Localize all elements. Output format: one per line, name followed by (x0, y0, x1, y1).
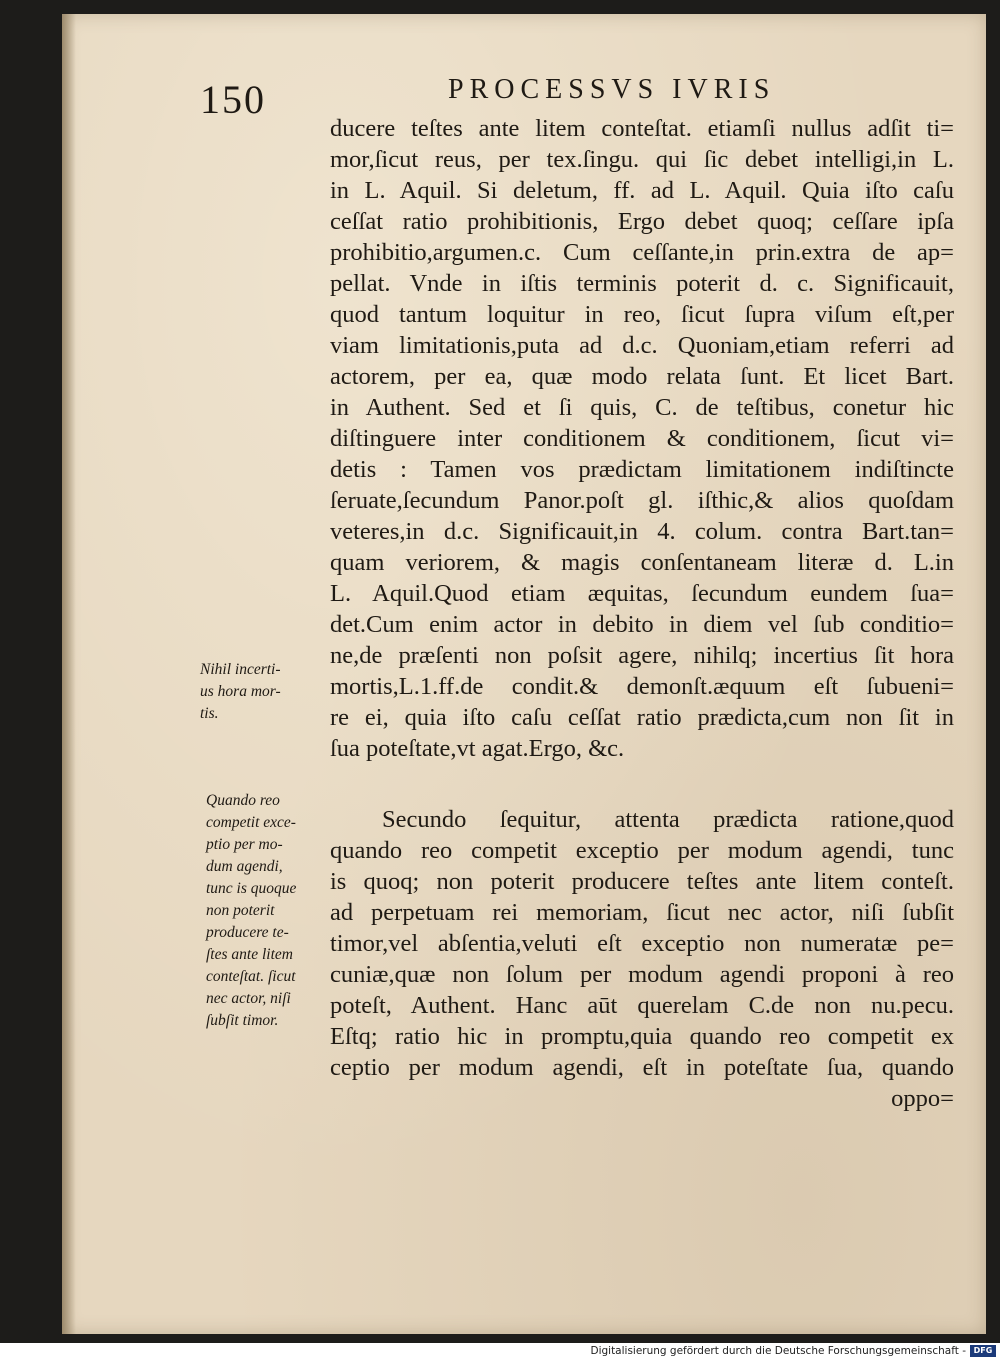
dfg-logo-icon: DFG (970, 1345, 996, 1357)
text-line: prohibitio,argumen.c. Cum ceſſante,in prin.extra de ap= (330, 239, 954, 266)
text-line: ducere teſtes ante litem conteſtat. etiamſi nullus adſit ti= (330, 115, 954, 142)
text-line: re ei, quia iſto caſu ceſſat ratio prædicta,cum non ſit in (330, 704, 954, 731)
margin-note-line: competit exce- (206, 814, 296, 831)
catchword: oppo= (891, 1085, 954, 1112)
margin-note-line: nec actor, niſi (206, 990, 291, 1007)
text-line: L. Aquil.Quod etiam æquitas, ſecundum eundem ſua= (330, 580, 954, 607)
text-line: ceſſat ratio prohibitionis, Ergo debet quoq; ceſſare ipſa (330, 208, 954, 235)
running-head: PROCESSVS IVRIS (448, 74, 776, 105)
text-line: is quoq; non poterit producere teſtes ante litem conteſt. (330, 868, 954, 895)
margin-note-line: dum agendi, (206, 858, 283, 875)
margin-note-line: tunc is quoque (206, 880, 297, 897)
text-line: diſtinguere inter conditionem & conditionem, ſicut vi= (330, 425, 954, 452)
text-line: ſeruate,ſecundum Panor.poſt gl. iſthic,& alios quoſdam (330, 487, 954, 514)
margin-note-line: tis. (200, 705, 219, 722)
paragraph-1 (330, 113, 954, 764)
text-line: Secundo ſequitur, attenta prædicta ratione,quod (382, 806, 954, 833)
margin-note-line: conteſtat. ſicut (206, 968, 296, 985)
body-text (330, 113, 954, 1114)
text-line: ne,de præſenti non poſsit agere, nihilq; incertius ſit hora (330, 642, 954, 669)
text-line: ceptio per modum agendi, eſt in poteſtate ſua, quando (330, 1054, 954, 1081)
text-line: mor,ſicut reus, per tex.ſingu. qui ſic debet intelligi,in L. (330, 146, 954, 173)
text-line: pellat. Vnde in iſtis terminis poterit d. c. Significauit, (330, 270, 954, 297)
text-line: viam limitationis,puta ad d.c. Quoniam,etiam referri ad (330, 332, 954, 359)
text-line: quam veriorem, & magis conſentaneam literæ d. L.in (330, 549, 954, 576)
text-line: cuniæ,quæ non ſolum per modum agendi proponi à reo (330, 961, 954, 988)
margin-note-death-hour (200, 659, 330, 725)
paragraph-gap (330, 764, 954, 804)
margin-note-line: Nihil incerti- (200, 661, 281, 678)
text-line: ad perpetuam rei memoriam, ſicut nec actor, niſi ſubſit (330, 899, 954, 926)
paragraph-2 (330, 804, 954, 1114)
text-line: in Authent. Sed et ſi quis, C. de teſtibus, conetur hic (330, 394, 954, 421)
text-line: mortis,L.1.ff.de condit.& demonſt.æquum eſt ſubueni= (330, 673, 954, 700)
text-line: detis : Tamen vos prædictam limitationem indiſtincte (330, 456, 954, 483)
margin-note-line: producere te- (206, 924, 289, 941)
text-line: quando reo competit exceptio per modum agendi, tunc (330, 837, 954, 864)
text-line: ſua poteſtate,vt agat.Ergo, &c. (330, 735, 625, 762)
text-line: quod tantum loquitur in reo, ſicut ſupra viſum eſt,per (330, 301, 954, 328)
margin-note-line: ptio per mo- (206, 836, 283, 853)
text-line: Eſtq; ratio hic in promptu,quia quando reo competit ex (330, 1023, 954, 1050)
text-line: actorem, per ea, quæ modo relata ſunt. Et licet Bart. (330, 363, 954, 390)
funding-credit: Digitalisierung gefördert durch die Deutsche Forschungsgemeinschaft - (590, 1345, 966, 1357)
text-line: in L. Aquil. Si deletum, ff. ad L. Aquil. Quia iſto caſu (330, 177, 954, 204)
page-number: 150 (200, 77, 266, 122)
margin-note-line: ſubſit timor. (206, 1012, 279, 1029)
margin-note-line: us hora mor- (200, 683, 281, 700)
margin-note-line: non poterit (206, 902, 275, 919)
margin-note-line: ſtes ante litem (206, 946, 293, 963)
text-line: poteſt, Authent. Hanc aūt querelam C.de non nu.pecu. (330, 992, 954, 1019)
margin-note-exception (206, 790, 336, 1032)
page-gutter (62, 14, 76, 1334)
margin-note-line: Quando reo (206, 792, 280, 809)
text-line: veteres,in d.c. Significauit,in 4. colum. contra Bart.tan= (330, 518, 954, 545)
text-line: det.Cum enim actor in debito in diem vel ſub conditio= (330, 611, 954, 638)
text-line: timor,vel abſentia,veluti eſt exceptio non numeratæ pe= (330, 930, 954, 957)
